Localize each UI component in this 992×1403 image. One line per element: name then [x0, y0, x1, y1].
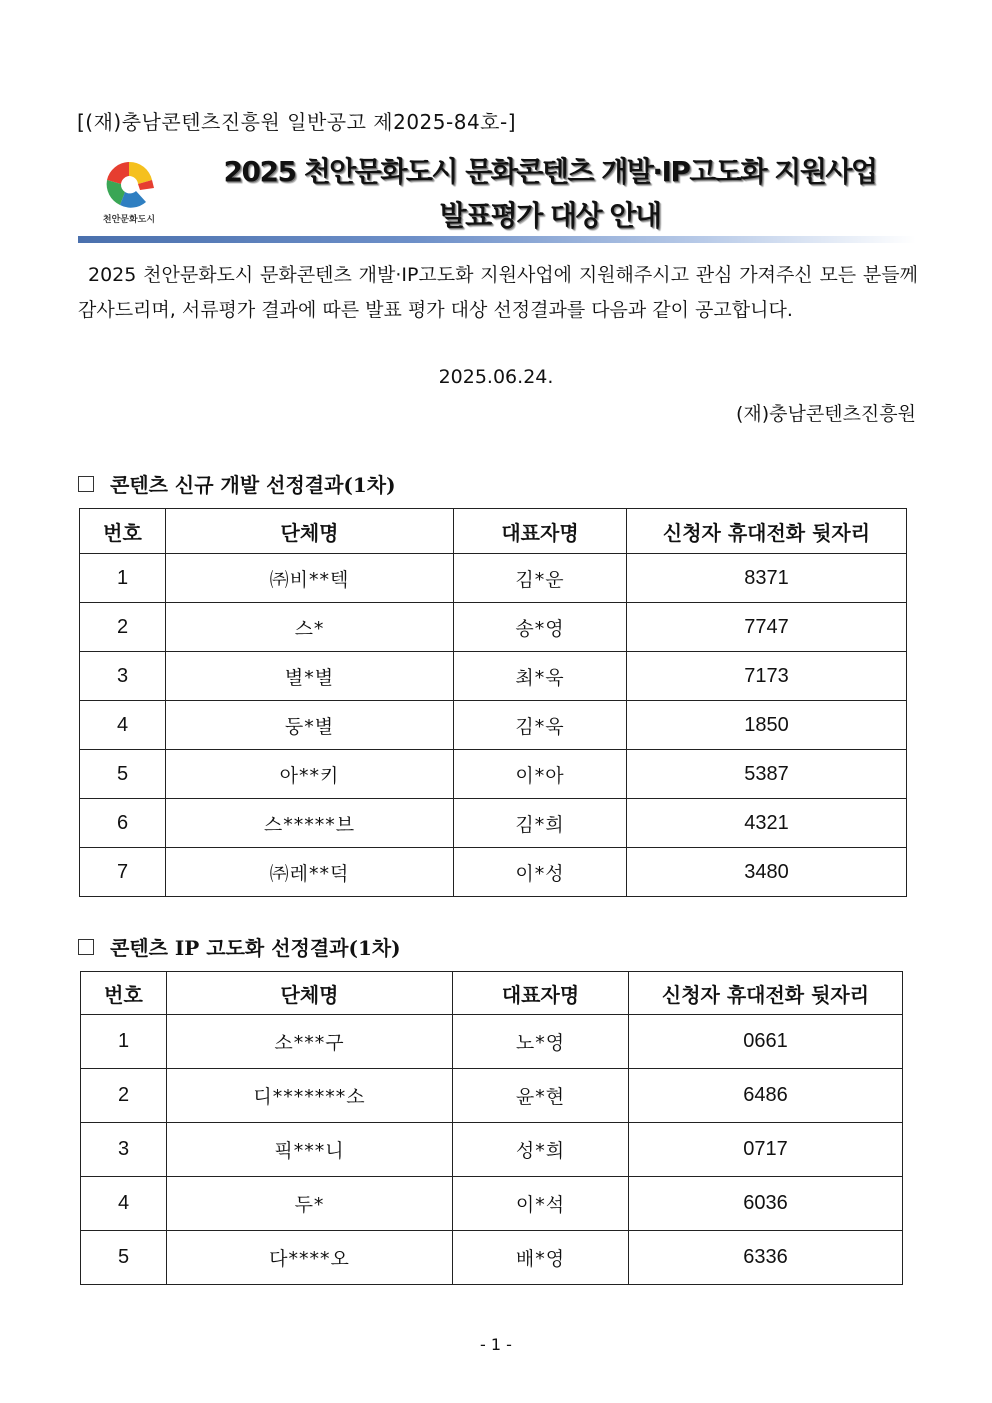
- organization-name: (재)충남콘텐츠진흥원: [735, 403, 916, 425]
- cell-representative: 김*운: [454, 554, 627, 603]
- header-organization: 단체명: [166, 509, 454, 554]
- header-number: 번호: [81, 972, 167, 1015]
- cell-phone: 6486: [629, 1069, 903, 1123]
- cell-number: 5: [80, 750, 166, 799]
- table-row: [81, 1069, 903, 1123]
- table-header-row: [81, 972, 903, 1015]
- section1-heading: [78, 469, 396, 498]
- cell-representative: 성*희: [453, 1123, 629, 1177]
- table-row: [80, 603, 907, 652]
- cell-phone: 5387: [627, 750, 907, 799]
- cell-organization: 다****오: [167, 1231, 453, 1285]
- cell-number: 3: [81, 1123, 167, 1177]
- checkbox-square-icon: [78, 476, 94, 492]
- cell-organization: 아**키: [166, 750, 454, 799]
- section2-heading: [78, 932, 401, 961]
- cell-number: 2: [81, 1069, 167, 1123]
- logo-text: 천안문화도시: [102, 215, 156, 225]
- section2-table: [80, 971, 903, 1285]
- cell-phone: 4321: [627, 799, 907, 848]
- cell-number: 1: [80, 554, 166, 603]
- notice-number: [(재)충남콘텐츠진흥원 일반공고 제2025-84호-]: [77, 110, 517, 134]
- cell-phone: 6036: [629, 1177, 903, 1231]
- table-row: [81, 1015, 903, 1069]
- cell-representative: 김*욱: [454, 701, 627, 750]
- header-number: 번호: [80, 509, 166, 554]
- cell-representative: 이*석: [453, 1177, 629, 1231]
- header-representative: 대표자명: [453, 972, 629, 1015]
- section1-title: 콘텐츠 신규 개발 선정결과(1차): [110, 473, 396, 497]
- table-row: [80, 652, 907, 701]
- checkbox-square-icon: [78, 939, 94, 955]
- cell-number: 7: [80, 848, 166, 897]
- cell-organization: 둥*별: [166, 701, 454, 750]
- cell-number: 4: [80, 701, 166, 750]
- cell-organization: 소***구: [167, 1015, 453, 1069]
- cell-number: 3: [80, 652, 166, 701]
- table-row: [80, 799, 907, 848]
- table-header-row: [80, 509, 907, 554]
- cell-phone: 3480: [627, 848, 907, 897]
- cell-representative: 최*욱: [454, 652, 627, 701]
- table-row: [80, 701, 907, 750]
- table-row: [81, 1177, 903, 1231]
- cell-organization: 스*: [166, 603, 454, 652]
- cell-organization: 디*******소: [167, 1069, 453, 1123]
- cell-organization: ㈜비**텍: [166, 554, 454, 603]
- logo-mark-icon: [96, 158, 162, 212]
- cell-phone: 7747: [627, 603, 907, 652]
- section1-table: [79, 508, 907, 897]
- cheonan-culture-city-logo: [96, 158, 162, 228]
- header-phone-last-digits: 신청자 휴대전화 뒷자리: [629, 972, 903, 1015]
- page-number: - 1 -: [480, 1335, 512, 1354]
- cell-phone: 0717: [629, 1123, 903, 1177]
- cell-number: 1: [81, 1015, 167, 1069]
- cell-organization: 스*****브: [166, 799, 454, 848]
- cell-representative: 노*영: [453, 1015, 629, 1069]
- cell-organization: 별*별: [166, 652, 454, 701]
- section2-title: 콘텐츠 IP 고도화 선정결과(1차): [110, 936, 401, 960]
- cell-phone: 6336: [629, 1231, 903, 1285]
- table-row: [81, 1123, 903, 1177]
- title-line-1: 2025 천안문화도시 문화콘텐츠 개발·IP고도화 지원사업: [223, 155, 877, 188]
- cell-organization: 픽***니: [167, 1123, 453, 1177]
- table-row: [81, 1231, 903, 1285]
- intro-paragraph: 2025 천안문화도시 문화콘텐츠 개발·IP고도화 지원사업에 지원해주시고 관심 가져주신 모든 분들께 감사드리며, 서류평가 결과에 따른 발표 평가 대상 선정결과를 다음과 같이 공고합니다.: [78, 264, 918, 321]
- cell-representative: 송*영: [454, 603, 627, 652]
- cell-representative: 김*희: [454, 799, 627, 848]
- cell-number: 6: [80, 799, 166, 848]
- header-phone-last-digits: 신청자 휴대전화 뒷자리: [627, 509, 907, 554]
- cell-number: 2: [80, 603, 166, 652]
- cell-organization: 두*: [167, 1177, 453, 1231]
- cell-phone: 1850: [627, 701, 907, 750]
- title-gradient-rule: [78, 236, 916, 243]
- cell-representative: 이*성: [454, 848, 627, 897]
- title-line-2: 발표평가 대상 안내: [439, 199, 661, 232]
- table-row: [80, 750, 907, 799]
- cell-representative: 배*영: [453, 1231, 629, 1285]
- announcement-date: 2025.06.24.: [438, 366, 554, 388]
- cell-representative: 윤*현: [453, 1069, 629, 1123]
- table-row: [80, 848, 907, 897]
- cell-phone: 8371: [627, 554, 907, 603]
- cell-phone: 7173: [627, 652, 907, 701]
- header-representative: 대표자명: [454, 509, 627, 554]
- cell-number: 4: [81, 1177, 167, 1231]
- cell-number: 5: [81, 1231, 167, 1285]
- cell-representative: 이*아: [454, 750, 627, 799]
- header-organization: 단체명: [167, 972, 453, 1015]
- table-row: [80, 554, 907, 603]
- cell-organization: ㈜레**덕: [166, 848, 454, 897]
- cell-phone: 0661: [629, 1015, 903, 1069]
